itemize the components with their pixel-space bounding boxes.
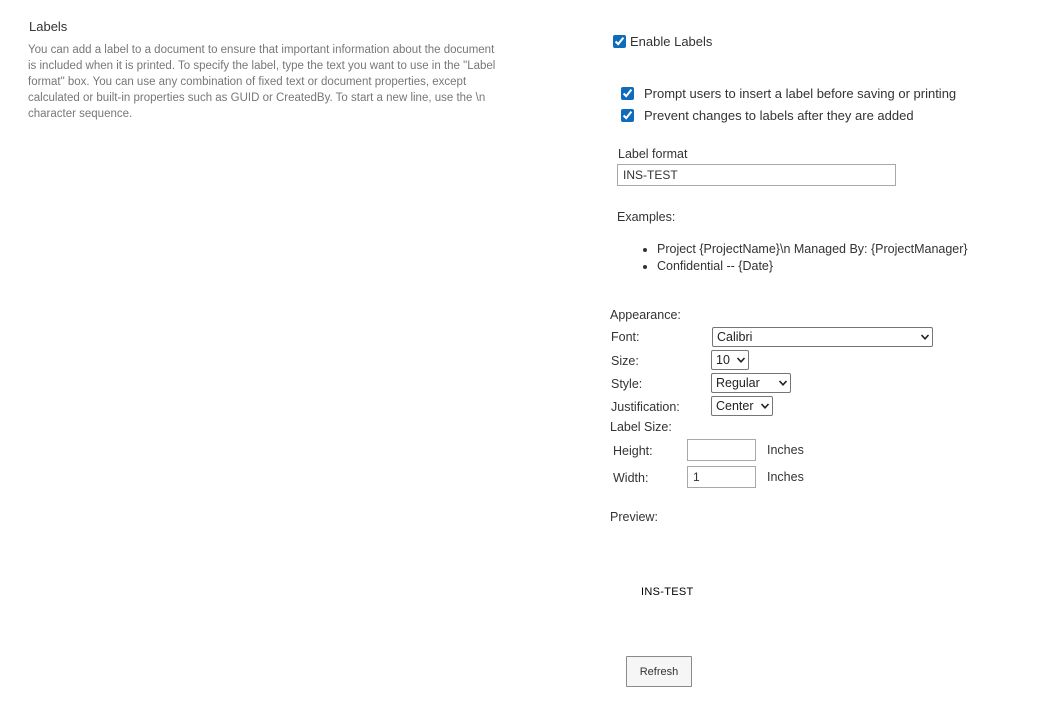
appearance-title: Appearance: bbox=[610, 308, 681, 322]
prevent-changes-row bbox=[621, 108, 914, 123]
examples-list bbox=[617, 241, 968, 275]
enable-labels-label: Enable Labels bbox=[630, 34, 713, 49]
label-size-title: Label Size: bbox=[610, 420, 672, 434]
justification-select[interactable] bbox=[711, 396, 773, 416]
section-description: You can add a label to a document to ensure that important information about the document is included when it is printed. To specify the label, type the text you want to use in the "Label format" box. You can use any combination of fixed text or document properties, except calculated or built-in properties such as GUID or CreatedBy. To start a new line, use the \n character sequence. bbox=[28, 44, 496, 120]
label-format-input[interactable] bbox=[617, 164, 896, 186]
justification-select-value: Center bbox=[716, 399, 754, 413]
label-format-label: Label format bbox=[618, 147, 688, 161]
prompt-users-row bbox=[621, 86, 956, 101]
font-label: Font: bbox=[611, 330, 640, 344]
example-item: • Project {ProjectName}\n Managed By: {ProjectManager} bbox=[657, 241, 968, 258]
enable-labels-row bbox=[613, 34, 712, 49]
prevent-changes-label: Prevent changes to labels after they are added bbox=[644, 108, 914, 123]
height-input[interactable] bbox=[687, 439, 756, 461]
style-label: Style: bbox=[611, 377, 643, 391]
size-select[interactable] bbox=[711, 350, 749, 370]
example-item: • Confidential -- {Date} bbox=[657, 258, 968, 275]
examples-title: Examples: bbox=[617, 210, 676, 224]
size-label: Size: bbox=[611, 354, 639, 368]
chevron-down-icon bbox=[736, 355, 746, 365]
refresh-button[interactable]: Refresh bbox=[626, 656, 692, 687]
width-input[interactable] bbox=[687, 466, 756, 488]
font-select[interactable] bbox=[712, 327, 933, 347]
font-select-value: Calibri bbox=[717, 330, 753, 344]
style-select[interactable] bbox=[711, 373, 791, 393]
style-select-value: Regular bbox=[716, 376, 760, 390]
section-title: Labels bbox=[29, 19, 68, 34]
height-unit: Inches bbox=[767, 443, 804, 457]
prompt-users-label: Prompt users to insert a label before saving or printing bbox=[644, 86, 957, 101]
prompt-users-checkbox[interactable] bbox=[621, 87, 634, 100]
width-label: Width: bbox=[613, 471, 649, 485]
preview-label-text: INS-TEST bbox=[641, 586, 694, 598]
justification-label: Justification: bbox=[611, 400, 680, 414]
chevron-down-icon bbox=[920, 332, 930, 342]
preview-title: Preview: bbox=[610, 510, 658, 524]
chevron-down-icon bbox=[778, 378, 788, 388]
width-unit: Inches bbox=[767, 470, 804, 484]
prevent-changes-checkbox[interactable] bbox=[621, 109, 634, 122]
enable-labels-checkbox[interactable] bbox=[613, 35, 626, 48]
height-label: Height: bbox=[613, 444, 653, 458]
chevron-down-icon bbox=[760, 401, 770, 411]
size-select-value: 10 bbox=[716, 353, 730, 367]
